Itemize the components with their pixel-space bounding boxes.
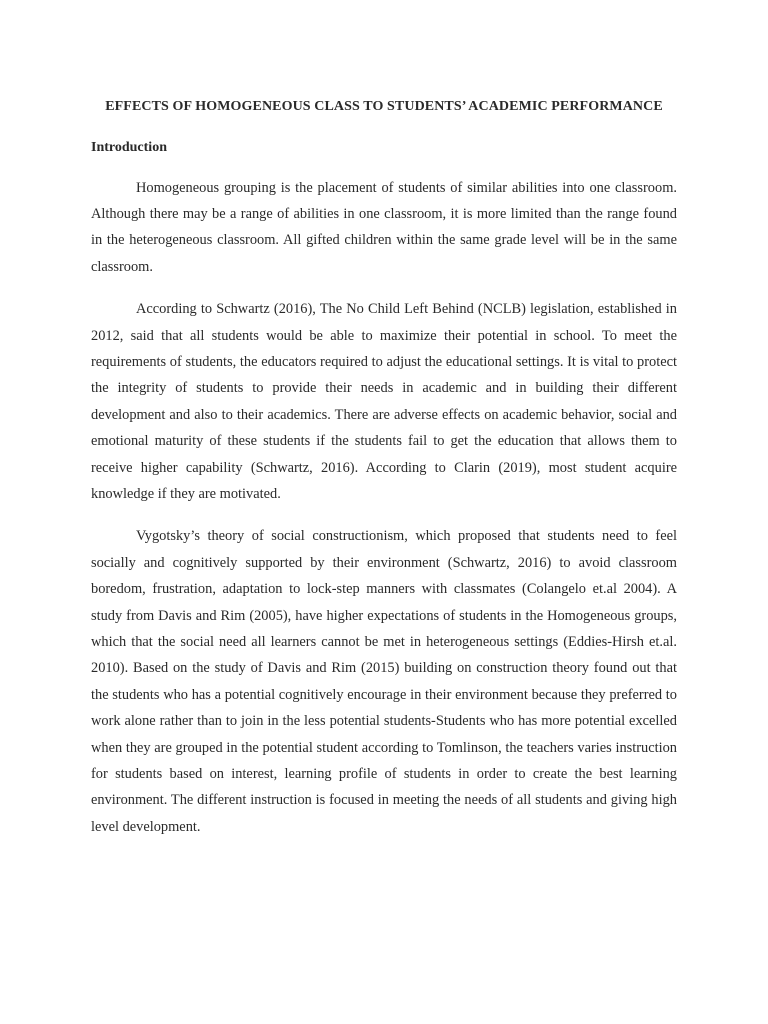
paragraph-2: According to Schwartz (2016), The No Child Left Behind (NCLB) legislation, established in 2012, said that all students would be able to maximize their potential in school. To meet the requirements of students, the educators required to adjust the educational settings. It is vital to protect the integrity of students to provide their needs in academic and in building their different development and also to their academics. There are adverse effects on academic behavior, social and emotional maturity of these students if the students fail to get the education that allows them to receive higher capability (Schwartz, 2016). According to Clarin (2019), most student acquire knowledge if they are motivated. (91, 301, 677, 502)
section-heading-introduction: Introduction (91, 139, 167, 155)
document-title: EFFECTS OF HOMOGENEOUS CLASS TO STUDENTS’ ACADEMIC PERFORMANCE (105, 99, 663, 114)
document-page (91, 94, 677, 840)
paragraph-1: Homogeneous grouping is the placement of students of similar abilities into one classroom. Although there may be a range of abilities in one classroom, it is more limited than the range found in the heterogeneous classroom. All gifted children within the same grade level will be in the same classroom. (91, 179, 677, 275)
paragraph-3: Vygotsky’s theory of social constructionism, which proposed that students need to feel socially and cognitively supported by their environment (Schwartz, 2016) to avoid classroom boredom, frustration, adaptation to lock-step manners with classmates (Colangelo et.al 2004). A study from Davis and Rim (2005), have higher expectations of students in the Homogeneous groups, which that the social need all learners cannot be met in heterogeneous settings (Eddies-Hirsh et.al. 2010). Based on the study of Davis and Rim (2015) building on construction theory found out that the students who has a potential cognitively encourage in their environment because they preferred to work alone rather than to join in the less potential students-Students who has more potential excelled when they are grouped in the potential student according to Tomlinson, the teachers varies instruction for students based on interest, learning profile of students in order to create the best learning environment. The different instruction is focused in meeting the needs of all students and giving high level development. (91, 528, 677, 835)
